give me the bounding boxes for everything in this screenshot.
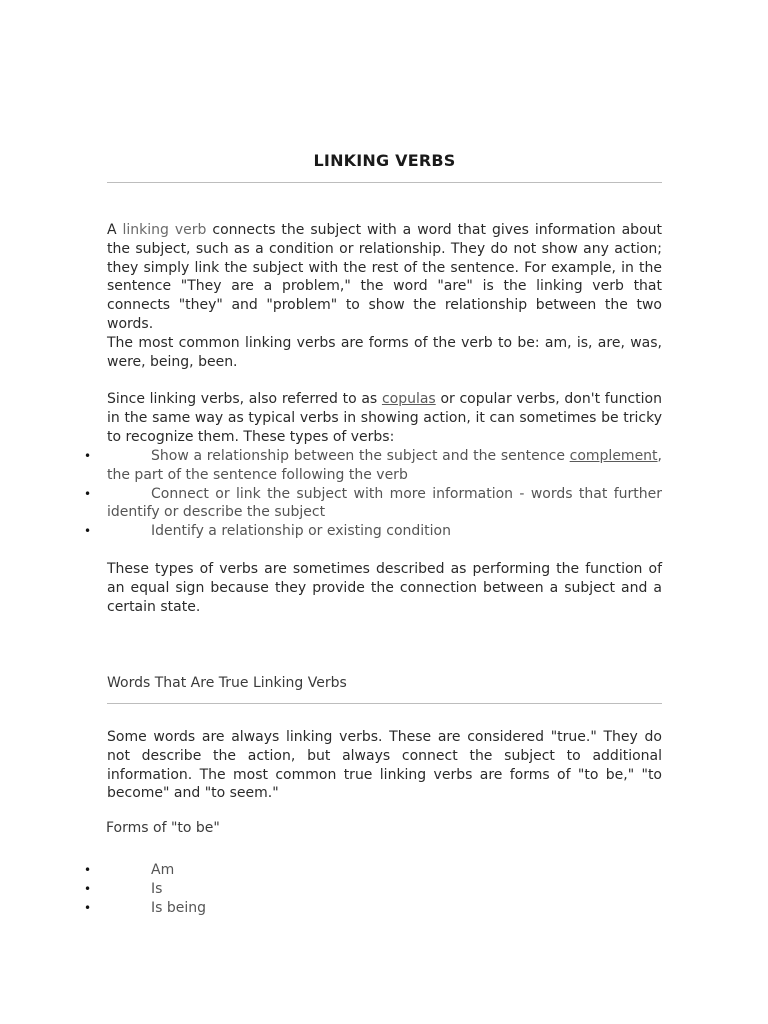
bullet-icon: • — [84, 449, 92, 463]
common-verbs-paragraph: The most common linking verbs are forms of the verb to be: am, is, are, was, were, being, been. — [107, 335, 662, 370]
copulas-paragraph — [107, 390, 662, 446]
bullet-icon: • — [84, 900, 92, 915]
copulas-text-rest: or copular verbs, don't function in the same way as typical verbs in showing action, it can sometimes be tricky to recognize them. These types of verbs: — [107, 391, 662, 445]
list-item-text: Is — [151, 880, 163, 897]
list-item — [0, 899, 662, 918]
true-linking-paragraph: Some words are always linking verbs. These are considered "true." They do not describe the action, but always connect the subject to additional information. The most common true linking verbs are forms of "to be," "to become" and "to seem." — [107, 729, 662, 802]
section-divider — [107, 703, 662, 704]
verb-functions-list — [0, 447, 662, 541]
bullet-icon: • — [84, 881, 92, 896]
list-item — [0, 880, 662, 899]
section-heading: Words That Are True Linking Verbs — [107, 675, 347, 691]
intro-text-start: A — [107, 222, 123, 238]
linking-verb-term: linking verb — [122, 222, 207, 238]
title-divider — [107, 182, 662, 183]
bullet-icon: • — [84, 863, 92, 877]
copulas-text-start: Since linking verbs, also referred to as — [107, 391, 382, 407]
intro-paragraph — [107, 221, 662, 334]
forms-list — [0, 861, 662, 917]
bullet-icon: • — [84, 486, 92, 501]
page-title: LINKING VERBS — [313, 151, 456, 170]
list-item-text: Connect or link the subject with more information - words that further identify or describe the subject — [107, 485, 662, 521]
list-item — [0, 485, 662, 523]
list-item-text: Is being — [151, 899, 207, 916]
copulas-link[interactable]: copulas — [381, 391, 436, 407]
intro-text-rest: connects the subject with a word that gives information about the subject, such as a condition or relationship. They do not show any action; they simply link the subject with the rest of the sentence. For example, in the sentence "They are a problem," the word "are" is the linking verb that connects "they" and "problem" to show the relationship between the two words. — [107, 222, 662, 332]
equal-sign-paragraph: These types of verbs are sometimes described as performing the function of an equal sign because they provide the connection between a subject and a certain state. — [107, 561, 662, 615]
list-item — [0, 447, 662, 485]
list-item-text: Show a relationship between the subject and the sentence — [151, 448, 570, 464]
forms-heading: Forms of "to be" — [106, 820, 220, 836]
list-item-text-rest: , the part of the sentence following the verb — [107, 448, 662, 483]
list-item-text: Identify a relationship or existing condition — [151, 523, 451, 540]
list-item — [0, 861, 662, 880]
list-item-text: Am — [151, 862, 175, 878]
bullet-icon: • — [84, 524, 92, 539]
complement-link[interactable]: complement — [569, 448, 658, 464]
list-item — [0, 522, 662, 541]
